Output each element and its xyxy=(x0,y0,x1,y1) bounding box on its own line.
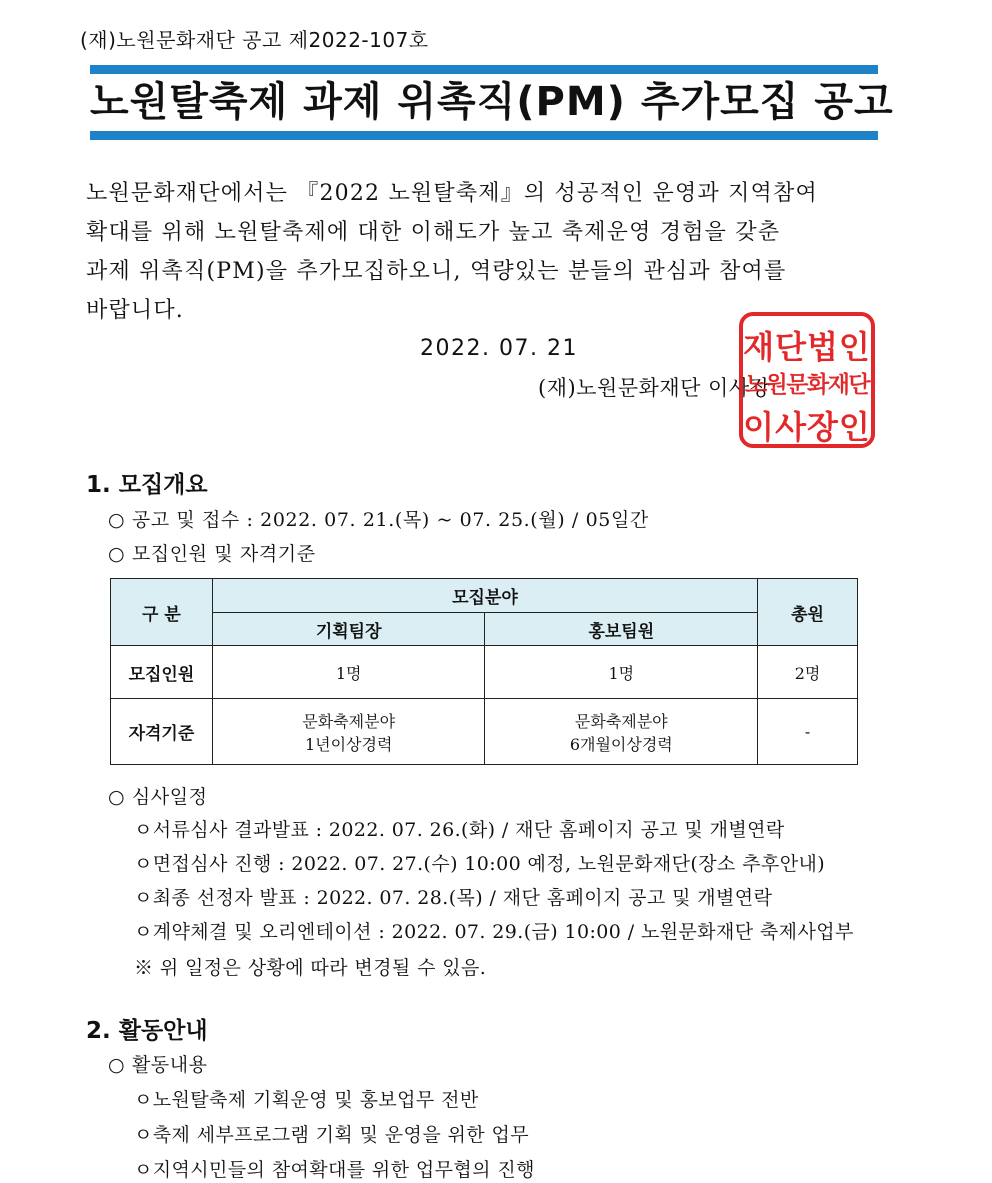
header-total: 총원 xyxy=(758,579,858,646)
section-1-title: 1. 모집개요 xyxy=(86,472,208,498)
header-division: 구 분 xyxy=(111,579,213,646)
table-cell: 2명 xyxy=(758,646,858,699)
title-bottom-bar xyxy=(90,131,878,140)
title-top-bar xyxy=(90,65,878,74)
row-label-qualification: 자격기준 xyxy=(111,699,213,765)
seal-line: 노원문화재단 xyxy=(744,372,870,398)
notice-date: 2022. 07. 21 xyxy=(420,336,578,361)
schedule-note: ※ 위 일정은 상황에 따라 변경될 수 있음. xyxy=(134,957,487,979)
activity-heading: ○ 활동내용 xyxy=(108,1054,208,1076)
qual-line: 문화축제분야 xyxy=(574,711,668,731)
header-pr-member: 홍보팀원 xyxy=(485,613,758,646)
intro-line: 바랍니다. xyxy=(86,298,185,323)
activity-item: ㅇ축제 세부프로그램 기획 및 운영을 위한 업무 xyxy=(134,1124,529,1146)
intro-line: 과제 위촉직(PM)을 추가모집하오니, 역량있는 분들의 관심과 참여를 xyxy=(86,259,787,284)
page-title: 노원탈축제 과제 위촉직(PM) 추가모집 공고 xyxy=(90,79,894,125)
issuer-name: (재)노원문화재단 이사장 xyxy=(538,376,771,400)
table-cell: 1명 xyxy=(212,646,485,699)
schedule-heading: ○ 심사일정 xyxy=(108,786,208,808)
recruitment-table xyxy=(110,578,858,765)
table-cell xyxy=(212,699,485,765)
intro-line: 확대를 위해 노원탈축제에 대한 이해도가 높고 축제운영 경험을 갖춘 xyxy=(86,220,781,245)
header-field: 모집분야 xyxy=(212,579,757,613)
qual-line: 6개월이상경력 xyxy=(569,734,673,754)
schedule-item: ㅇ서류심사 결과발표 : 2022. 07. 26.(화) / 재단 홈페이지 공고 및 개별연락 xyxy=(134,819,785,841)
header-planning-lead: 기획팀장 xyxy=(212,613,485,646)
table-cell xyxy=(485,699,758,765)
qual-line: 1년이상경력 xyxy=(304,734,393,754)
official-seal xyxy=(739,312,875,448)
intro-line: 노원문화재단에서는 『2022 노원탈축제』의 성공적인 운영과 지역참여 xyxy=(86,181,818,206)
schedule-item: ㅇ면접심사 진행 : 2022. 07. 27.(수) 10:00 예정, 노원문화재단(장소 추후안내) xyxy=(134,853,826,875)
schedule-item: ㅇ최종 선정자 발표 : 2022. 07. 28.(목) / 재단 홈페이지 공고 및 개별연락 xyxy=(134,887,773,909)
schedule-item: ㅇ계약체결 및 오리엔테이션 : 2022. 07. 29.(금) 10:00 / 노원문화재단 축제사업부 xyxy=(134,921,854,943)
table-cell: - xyxy=(758,699,858,765)
qual-line: 문화축제분야 xyxy=(302,711,396,731)
seal-line: 재단법인 xyxy=(743,328,871,366)
notice-number: (재)노원문화재단 공고 제2022-107호 xyxy=(80,28,429,52)
activity-item: ㅇ노원탈축제 기획운영 및 홍보업무 전반 xyxy=(134,1089,479,1111)
row-label-count: 모집인원 xyxy=(111,646,213,699)
section-2-title: 2. 활동안내 xyxy=(86,1018,208,1044)
criteria-heading: ○ 모집인원 및 자격기준 xyxy=(108,543,316,565)
table-cell: 1명 xyxy=(485,646,758,699)
seal-line: 이사장인 xyxy=(743,408,871,446)
activity-item: ㅇ지역시민들의 참여확대를 위한 업무협의 진행 xyxy=(134,1159,535,1181)
application-period: ○ 공고 및 접수 : 2022. 07. 21.(목) ~ 07. 25.(월) / 05일간 xyxy=(108,509,649,531)
